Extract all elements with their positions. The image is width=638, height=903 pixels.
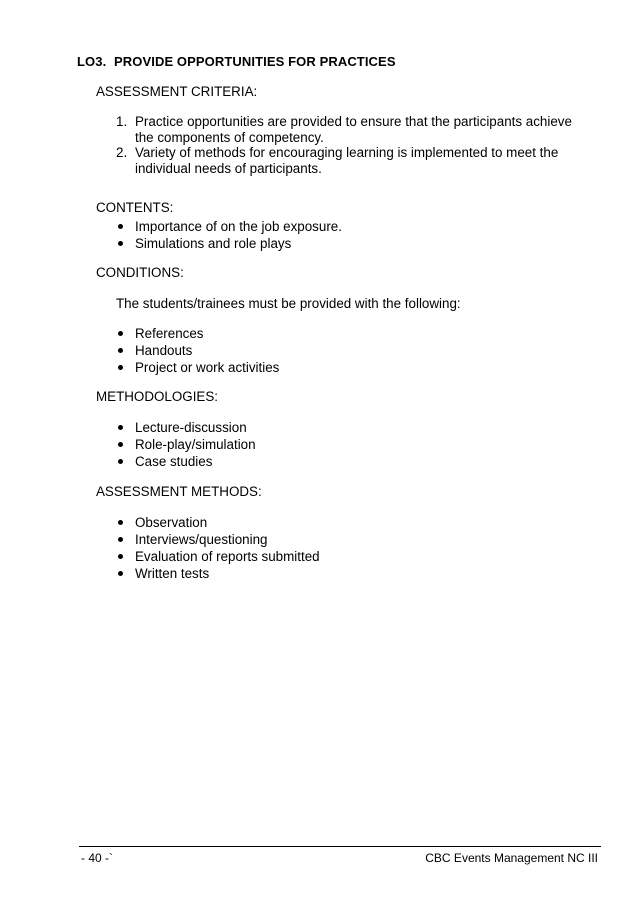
list-item bbox=[118, 359, 279, 376]
criteria-number: 2. bbox=[116, 145, 128, 160]
contents-heading: CONTENTS: bbox=[96, 200, 174, 215]
list-item bbox=[118, 514, 320, 531]
list-item-text: Project or work activities bbox=[135, 360, 280, 375]
methodologies-list bbox=[118, 419, 256, 470]
list-item-text: Evaluation of reports submitted bbox=[135, 549, 320, 564]
list-item bbox=[118, 548, 320, 565]
list-item bbox=[118, 342, 279, 359]
bullet-icon bbox=[118, 365, 123, 370]
list-item-text: Simulations and role plays bbox=[135, 236, 292, 251]
bullet-icon bbox=[118, 241, 123, 246]
list-item bbox=[118, 235, 342, 252]
bullet-icon bbox=[118, 571, 123, 576]
assessment-criteria-heading: ASSESSMENT CRITERIA: bbox=[96, 84, 258, 99]
list-item-text: Handouts bbox=[135, 343, 193, 358]
list-item-text: Case studies bbox=[135, 454, 213, 469]
list-item-text: Observation bbox=[135, 515, 208, 530]
criteria-text: Variety of methods for encouraging learning is implemented to meet the individual needs of participants. bbox=[135, 145, 559, 176]
footer-title: CBC Events Management NC III bbox=[425, 851, 598, 865]
bullet-icon bbox=[118, 348, 123, 353]
footer-divider bbox=[79, 846, 601, 847]
criteria-item bbox=[116, 114, 586, 145]
learning-outcome-title bbox=[77, 54, 396, 69]
methodologies-heading: METHODOLOGIES: bbox=[96, 389, 219, 404]
list-item-text: Role-play/simulation bbox=[135, 437, 256, 452]
assessment-criteria-list bbox=[116, 114, 586, 176]
bullet-icon bbox=[118, 554, 123, 559]
bullet-icon bbox=[118, 224, 123, 229]
list-item-text: Lecture-discussion bbox=[135, 420, 247, 435]
contents-list bbox=[118, 218, 342, 252]
assessment-methods-list bbox=[118, 514, 320, 582]
lo-number: LO3. bbox=[77, 54, 107, 69]
bullet-icon bbox=[118, 425, 123, 430]
criteria-text: Practice opportunities are provided to ensure that the participants achieve the components of competency. bbox=[135, 114, 572, 145]
assessment-methods-heading: ASSESSMENT METHODS: bbox=[96, 484, 262, 499]
bullet-icon bbox=[118, 442, 123, 447]
bullet-icon bbox=[118, 459, 123, 464]
bullet-icon bbox=[118, 537, 123, 542]
conditions-intro: The students/trainees must be provided with the following: bbox=[116, 296, 461, 311]
list-item-text: Importance of on the job exposure. bbox=[135, 219, 342, 234]
conditions-list bbox=[118, 325, 279, 376]
criteria-number: 1. bbox=[116, 114, 128, 129]
criteria-item bbox=[116, 145, 586, 176]
conditions-heading: CONDITIONS: bbox=[96, 265, 184, 280]
page-number: - 40 -` bbox=[81, 851, 114, 865]
list-item bbox=[118, 325, 279, 342]
list-item-text: References bbox=[135, 326, 204, 341]
list-item bbox=[118, 565, 320, 582]
bullet-icon bbox=[118, 520, 123, 525]
list-item-text: Written tests bbox=[135, 566, 210, 581]
list-item bbox=[118, 218, 342, 235]
list-item bbox=[118, 419, 256, 436]
lo-title-text: PROVIDE OPPORTUNITIES FOR PRACTICES bbox=[114, 54, 396, 69]
list-item bbox=[118, 531, 320, 548]
bullet-icon bbox=[118, 331, 123, 336]
list-item bbox=[118, 453, 256, 470]
list-item bbox=[118, 436, 256, 453]
list-item-text: Interviews/questioning bbox=[135, 532, 268, 547]
